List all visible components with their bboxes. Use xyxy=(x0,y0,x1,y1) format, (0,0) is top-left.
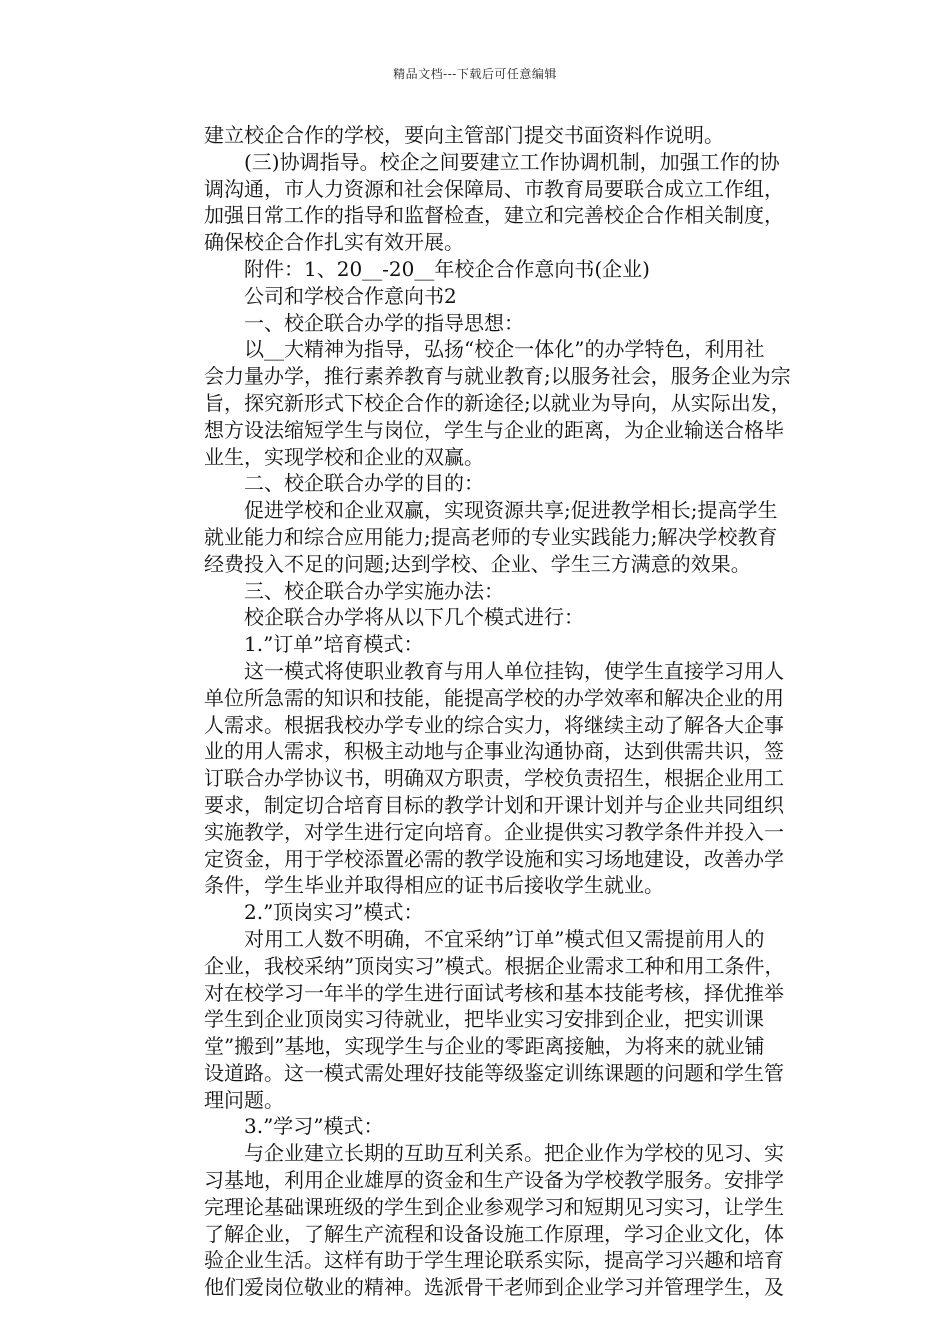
paragraph xyxy=(204,497,808,577)
text-line: 建立校企合作的学校，要向主管部门提交书面资料作说明。 xyxy=(204,123,724,147)
paragraph xyxy=(204,899,808,926)
paragraph xyxy=(204,256,808,283)
text-line: 要求，制定切合培育目标的教学计划和开课计划并与企业共同组织 xyxy=(204,792,784,817)
text-line: 单位所急需的知识和技能，能提高学校的办学效率和解决企业的用 xyxy=(204,685,784,710)
text-line: 他们爱岗位敬业的精神。选派骨干老师到企业学习并管理学生，及 xyxy=(204,1275,784,1300)
paragraph xyxy=(204,578,808,605)
text-line: 一、校企联合办学的指导思想： xyxy=(244,310,524,335)
text-line: 加强日常工作的指导和监督检查，建立和完善校企合作相关制度， xyxy=(204,203,784,228)
paragraph xyxy=(204,310,808,337)
text-line: (三)协调指导。校企之间要建立工作协调机制，加强工作的协 xyxy=(244,149,780,174)
paragraph xyxy=(204,283,808,310)
paragraph xyxy=(204,604,808,631)
text-line: 校企联合办学将从以下几个模式进行： xyxy=(244,605,584,630)
text-line: 旨，探究新形式下校企合作的新途径;以就业为导向，从实际出发， xyxy=(204,390,791,415)
paragraph xyxy=(204,631,808,658)
text-line: 实施教学，对学生进行定向培育。企业提供实习教学条件并投入一 xyxy=(204,819,784,844)
text-line: 以__大精神为指导，弘扬“校企一体化”的办学特色，利用社 xyxy=(244,337,765,362)
text-line: 条件，学生毕业并取得相应的证书后接收学生就业。 xyxy=(204,873,664,898)
text-line: 1.”订单”培育模式： xyxy=(244,632,424,657)
text-line: 附件：1、20__-20__年校企合作意向书(企业) xyxy=(244,256,650,281)
text-line: 3.”学习”模式： xyxy=(244,1114,384,1139)
text-line: 这一模式将使职业教育与用人单位挂钩，使学生直接学习用人 xyxy=(244,658,784,683)
paragraph xyxy=(204,149,808,256)
text-line: 验企业生活。这样有助于学生理论联系实际，提高学习兴趣和培育 xyxy=(204,1248,784,1273)
text-line: 想方设法缩短学生与岗位，学生与企业的距离，为企业输送合格毕 xyxy=(204,417,784,442)
paragraph xyxy=(204,122,808,149)
text-line: 公司和学校合作意向书2 xyxy=(244,283,457,308)
text-line: 人需求。根据我校办学专业的综合实力，将继续主动了解各大企事 xyxy=(204,712,784,737)
paragraph xyxy=(204,926,808,1114)
text-line: 确保校企合作扎实有效开展。 xyxy=(204,230,464,255)
text-line: 习基地，利用企业雄厚的资金和生产设备为学校教学服务。安排学 xyxy=(204,1168,784,1193)
text-line: 经费投入不足的问题;达到学校、企业、学生三方满意的效果。 xyxy=(204,551,751,576)
text-line: 对在校学习一年半的学生进行面试考核和基本技能考核，择优推举 xyxy=(204,980,784,1005)
page-header: 精品文档---下载后可任意编辑 xyxy=(393,67,557,81)
text-line: 业的用人需求，积极主动地与企事业沟通协商，达到供需共识，签 xyxy=(204,739,784,764)
text-line: 三、校企联合办学实施办法： xyxy=(244,578,504,603)
text-line: 2.”顶岗实习”模式： xyxy=(244,900,424,925)
document-body xyxy=(204,122,808,1301)
text-line: 业生，实现学校和企业的双赢。 xyxy=(204,444,484,469)
text-line: 设道路。这一模式需处理好技能等级鉴定训练课题的问题和学生管 xyxy=(204,1060,784,1085)
text-line: 学生到企业顶岗实习待就业，把毕业实习安排到企业，把实训课 xyxy=(204,1007,764,1032)
text-line: 定资金，用于学校添置必需的教学设施和实习场地建设，改善办学 xyxy=(204,846,784,871)
text-line: 二、校企联合办学的目的： xyxy=(244,471,484,496)
paragraph xyxy=(204,1140,808,1301)
text-line: 促进学校和企业双赢，实现资源共享;促进教学相长;提高学生 xyxy=(244,498,778,523)
paragraph xyxy=(204,658,808,899)
text-line: 就业能力和综合应用能力;提高老师的专业实践能力;解决学校教育 xyxy=(204,524,778,549)
text-line: 订联合办学协议书，明确双方职责，学校负责招生，根据企业用工 xyxy=(204,766,784,791)
text-line: 了解企业，了解生产流程和设备设施工作原理，学习企业文化，体 xyxy=(204,1221,784,1246)
paragraph xyxy=(204,1113,808,1140)
text-line: 对用工人数不明确，不宜采纳”订单”模式但又需提前用人的 xyxy=(244,926,765,951)
text-line: 完理论基础课班级的学生到企业参观学习和短期见习实习，让学生 xyxy=(204,1194,784,1219)
text-line: 堂”搬到”基地，实现学生与企业的零距离接触，为将来的就业铺 xyxy=(204,1034,765,1059)
paragraph xyxy=(204,470,808,497)
text-line: 理问题。 xyxy=(204,1087,284,1112)
text-line: 企业，我校采纳”顶岗实习”模式。根据企业需求工种和用工条件， xyxy=(204,953,785,978)
paragraph xyxy=(204,336,808,470)
text-line: 与企业建立长期的互助互利关系。把企业作为学校的见习、实 xyxy=(244,1141,784,1166)
text-line: 调沟通，市人力资源和社会保障局、市教育局要联合成立工作组， xyxy=(204,176,784,201)
text-line: 会力量办学，推行素养教育与就业教育;以服务社会，服务企业为宗 xyxy=(204,364,791,389)
